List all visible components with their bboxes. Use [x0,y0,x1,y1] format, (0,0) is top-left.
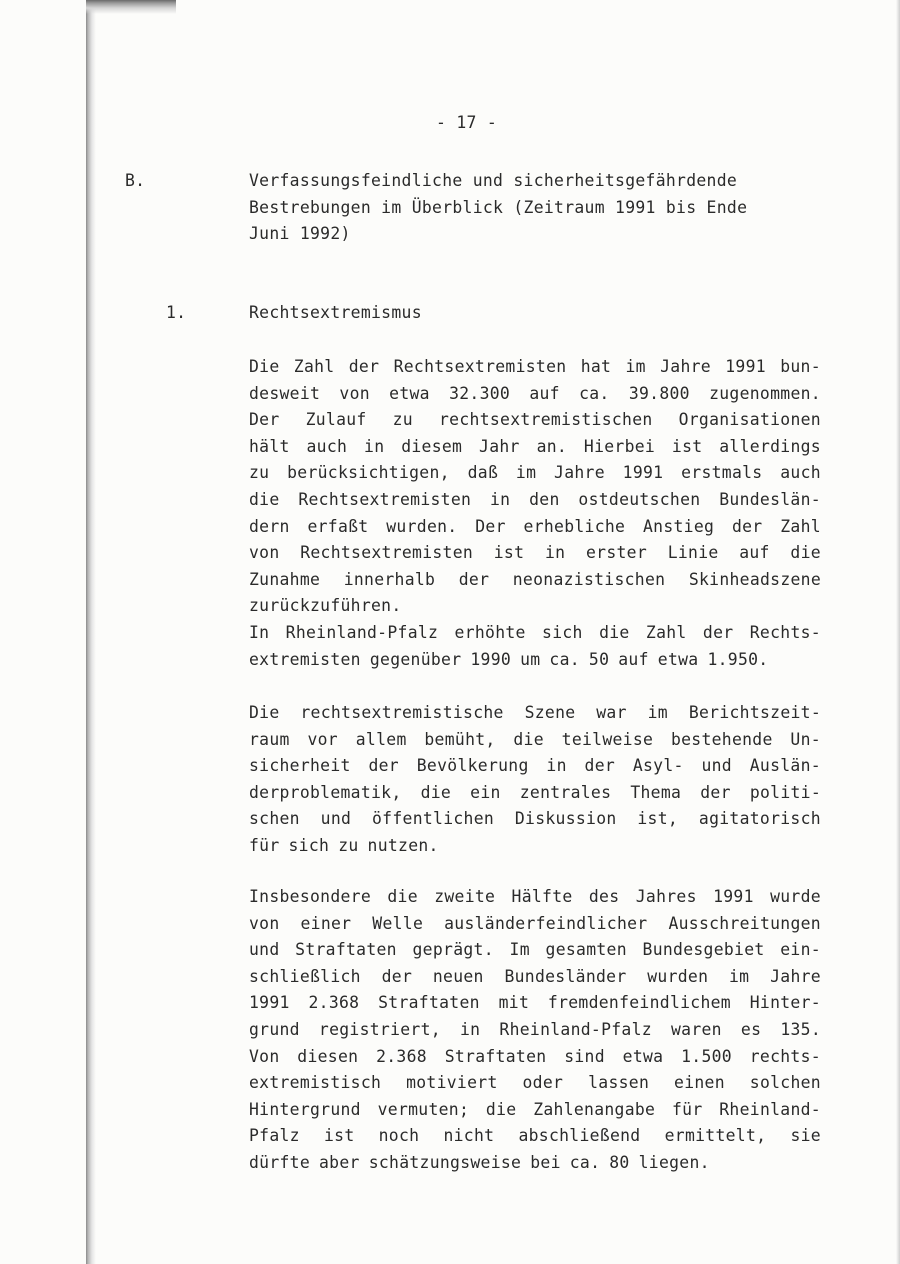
paragraph-line [249,990,821,1017]
paragraph-line [249,1123,821,1150]
word: teilweise [561,729,654,749]
word: 1991 [622,463,664,483]
word: der [731,516,763,536]
word: Hintergrund [249,1099,361,1119]
word: zu [338,835,359,855]
word: daß [467,463,499,483]
word: registriert, [318,1019,441,1039]
word: zweite [434,887,496,906]
word: ist [671,436,703,456]
word: wurden. [386,516,458,536]
word: der [348,357,380,376]
word: bemüht, [424,729,496,749]
word: Asyl- [632,756,684,776]
word: auf [618,649,649,669]
word: bei [530,1152,561,1172]
word: bun- [780,357,821,376]
word: Hälfte [511,887,573,906]
word: erfaßt [307,516,369,536]
scan-top-edge-shadow [86,0,176,14]
word: die [420,782,452,802]
word: Zahl [780,516,821,536]
paragraph-line [249,1070,821,1097]
word: auch [780,463,821,483]
word: 135. [780,1019,821,1039]
word: Straftaten [295,940,397,960]
paragraph-line [249,540,821,567]
word: Berichtszeit- [688,703,821,722]
word: Zahlenangabe [533,1099,656,1119]
word: sicherheit [249,756,351,776]
word: an. [536,436,568,456]
word: solchen [749,1073,821,1093]
word: um [520,649,541,669]
word: Jahre [554,463,605,483]
word: Jahre [660,357,711,376]
word: von [249,913,280,933]
word: etwa [622,1046,664,1066]
word: der [700,782,731,802]
word: der [458,569,490,589]
word: Die [249,357,280,376]
word: ist [493,543,525,563]
word: Der [249,410,280,430]
section-heading-line: Verfassungsfeindliche und sicherheitsgefährdende [249,171,738,190]
paragraph-line [249,487,821,514]
word: berücksichtigen, [287,463,450,483]
word: ostdeutschen [578,489,701,509]
word: die [790,543,821,563]
word: extremistisch [249,1073,382,1093]
word: im [729,966,750,986]
word: öffentlichen [372,809,495,829]
word: Bundeslän- [719,489,821,509]
word: und [249,940,280,960]
word: grund [249,1019,300,1039]
word: 2.368 [376,1046,427,1066]
word: Insbesondere [249,887,372,906]
word: in [489,489,511,509]
word: noch [378,1126,420,1146]
word: fremdenfeindlichem [547,993,731,1013]
word: die [387,887,418,906]
word: 1.950. [707,649,769,669]
word: hat [580,357,612,376]
word: In [249,622,270,642]
word: sie [790,1126,821,1146]
paragraph-line [249,381,821,408]
word: hält [249,436,290,456]
word: schen [249,809,300,829]
word: des [588,887,620,906]
paragraph-line [249,514,821,541]
word: Rheinland- [719,1099,821,1119]
word: in [544,543,566,563]
word: und [320,809,352,829]
word: wurde [770,887,821,906]
word: Bundesgebiet [642,940,765,960]
word: Zunahme [249,569,321,589]
paragraph-line [249,1044,821,1071]
paragraph-line [249,407,821,434]
word: Der [475,516,506,536]
word: ermittelt, [664,1126,767,1146]
word: auf [739,543,770,563]
word: ein [470,782,501,802]
word: Pfalz [249,1126,300,1146]
word: Zulauf [305,410,367,430]
word: innerhalb [343,569,436,589]
paragraph-line [249,700,821,727]
word: Auslän- [749,756,821,776]
paragraph-line [249,884,821,911]
word: 1991 [713,887,754,906]
subsection-title: Rechtsextremismus [249,303,422,322]
word: es [740,1019,762,1039]
word: Un- [790,729,821,749]
word: desweit [249,383,321,403]
paragraph-line [249,460,821,487]
word: Skinheadszene [688,569,821,589]
paragraph-line [249,647,821,674]
word: im [625,357,646,376]
word: Straftaten [444,1046,547,1066]
word: ausländerfeindlicher [444,913,648,933]
paragraph-line [249,354,821,381]
word: politi- [749,782,821,802]
word: diesen [297,1046,359,1066]
word: nicht [443,1126,495,1146]
word: Zahl [645,622,687,642]
word: 1991 [725,357,766,376]
word: erhebliche [523,516,626,536]
word: auf [529,383,560,403]
word: Rheinland-Pfalz [285,622,439,642]
word: rechts- [749,1046,821,1066]
word: Rechts- [749,622,821,642]
word: zugenommen. [709,383,821,403]
word: rechtsextremistische [300,703,504,722]
section-marker-b: B. [125,171,146,190]
word: einen [674,1073,725,1093]
word: 1.500 [681,1046,732,1066]
word: Rechtsextremisten [298,489,472,509]
word: Thema [630,782,682,802]
word: Bevölkerung [416,756,529,776]
word: Rechtsextremisten [300,543,474,563]
word: 1991 [249,993,290,1013]
word: ist [323,1126,355,1146]
word: war [596,703,627,722]
paragraph-line [249,1017,821,1044]
word: im [647,703,668,722]
word: der [368,756,399,776]
word: in [460,1019,481,1039]
section-heading-line: Juni 1992) [249,224,351,243]
word: neonazistischen [512,569,666,589]
word: die [513,729,544,749]
word: die [249,489,280,509]
word: Hinter- [749,993,821,1013]
word: Welle [372,913,424,933]
word: dürfte [249,1152,311,1172]
word: agitatorisch [698,809,821,829]
paragraph-line [249,937,821,964]
word: in [364,436,385,456]
word: Die [249,703,280,722]
word: vor [307,729,338,749]
scan-binding-shadow [86,0,96,1264]
word: 1990 [470,649,512,669]
word: Jahr [479,436,520,456]
word: bestehende [670,729,773,749]
word: den [529,489,560,509]
word: zu [249,463,270,483]
word: einer [300,913,352,933]
word: Jahre [770,966,821,986]
word: ca. [549,649,580,669]
paragraph-line [249,753,821,780]
paragraph-line [249,806,821,833]
word: zurückzuführen. [249,596,402,616]
word: erstmals [681,463,763,483]
word: zentrales [519,782,612,802]
word: in [546,756,567,776]
scan-right-edge-shadow [896,0,900,1264]
word: die [485,1099,517,1119]
word: allem [355,729,407,749]
word: im [515,463,537,483]
word: ein- [780,940,821,960]
subsection-marker-1: 1. [166,303,187,322]
word: die [599,622,630,642]
word: 32.300 [449,383,511,403]
body-paragraph [249,884,821,1177]
word: der [381,966,413,986]
word: 39.800 [628,383,690,403]
body-paragraph [249,354,821,673]
word: lassen [588,1073,650,1093]
word: waren [671,1019,722,1039]
word: sich [542,622,583,642]
word: Anstieg [643,516,715,536]
paragraph-line [249,964,821,991]
page-number: - 17 - [436,113,498,132]
word: 50 [588,649,610,669]
word: Szene [524,703,576,722]
paragraph-line [249,593,821,620]
word: aber [319,1152,360,1172]
word: der [702,622,734,642]
word: und [701,756,732,776]
word: extremisten [249,649,361,669]
word: geprägt. [412,940,494,960]
word: Straftaten [378,993,480,1013]
word: schließlich [249,966,361,986]
section-heading-line: Bestrebungen im Überblick (Zeitraum 1991 bis Ende [249,198,748,217]
word: Linie [667,543,719,563]
word: sich [288,835,330,855]
word: Jahres [635,887,697,906]
paragraph-line [249,434,821,461]
word: der [584,756,616,776]
word: derproblematik, [249,782,402,802]
word: rechtsextremistischen [439,410,653,430]
word: ist, [637,809,679,829]
paragraph-line [249,911,821,938]
word: gesamten [545,940,627,960]
word: von [339,383,370,403]
word: diesem [401,436,463,456]
word: Im [509,940,530,960]
word: oder [522,1073,564,1093]
word: sind [564,1046,605,1066]
paragraph-line [249,567,821,594]
body-paragraph [249,700,821,860]
word: etwa [389,383,430,403]
paragraph-line [249,833,821,860]
word: Organisationen [678,410,821,430]
word: von [249,543,280,563]
word: wurden [647,966,709,986]
word: Bundesländer [504,966,627,986]
word: allerdings [719,436,821,456]
word: Von [249,1046,280,1066]
word: auch [306,436,348,456]
word: abschließend [518,1126,641,1146]
word: zu [392,410,413,430]
word: Zahl [293,357,335,376]
word: dern [249,516,290,536]
word: Rechtsextremisten [393,357,567,376]
word: 80 [609,1152,630,1172]
word: Rheinland-Pfalz [499,1019,652,1039]
word: raum [249,729,290,749]
word: Diskussion [514,809,617,829]
word: nutzen. [367,835,439,855]
paragraph-line [249,780,821,807]
word: erster [585,543,647,563]
word: erhöhte [454,622,526,642]
word: schätzungsweise [368,1152,522,1172]
word: liegen. [638,1152,710,1172]
word: mit [498,993,530,1013]
word: vermuten; [377,1099,470,1119]
paragraph-line [249,620,821,647]
word: Hierbei [583,436,656,456]
word: für [249,835,280,855]
word: motiviert [406,1073,498,1093]
word: ca. [569,1152,601,1172]
paragraph-line [249,1097,821,1124]
paragraph-line [249,727,821,754]
word: ca. [579,383,610,403]
word: Ausschreitungen [668,913,821,933]
word: für [671,1099,703,1119]
paragraph-line [249,1150,821,1177]
word: neuen [432,966,484,986]
word: etwa [657,649,699,669]
word: gegenüber [369,649,462,669]
word: 2.368 [308,993,360,1013]
